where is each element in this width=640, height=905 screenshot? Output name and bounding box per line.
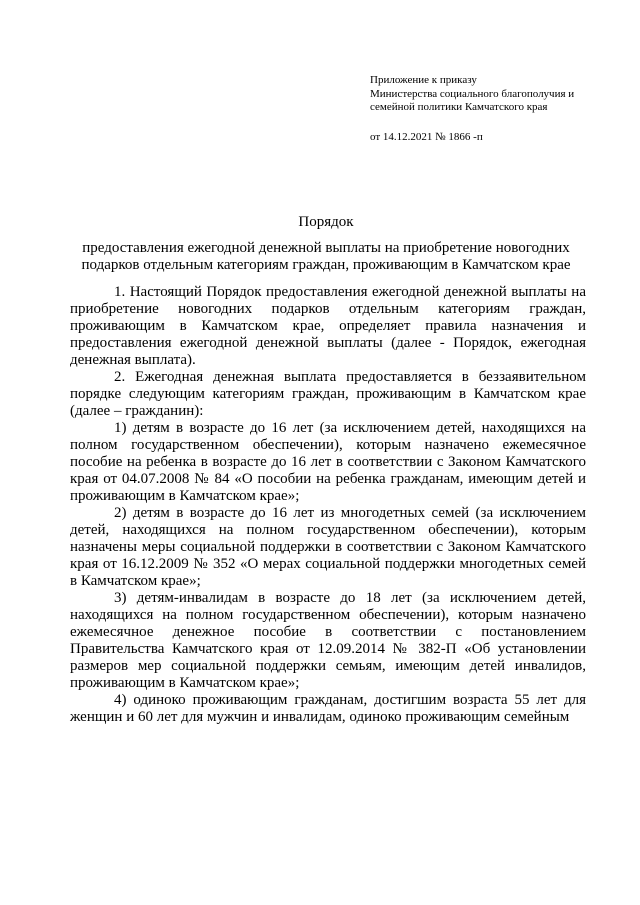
- paragraph-2: 2. Ежегодная денежная выплата предоставляется в беззаявительном порядке следующим категориям граждан, проживающим в Камчатском крае (далее – гражданин):: [70, 369, 586, 419]
- appendix-line-2: Министерства социального благополучия и: [370, 87, 575, 100]
- appendix-date: от 14.12.2021 № 1866 -п: [370, 130, 483, 143]
- appendix-line-1: Приложение к приказу: [370, 74, 477, 86]
- paragraph-1: 1. Настоящий Порядок предоставления ежегодной денежной выплаты на приобретение новогодних подарков отдельным категориям граждан, проживающим в Камчатском крае, определяет правила назначения и предоставления ежегодной денежной выплаты (далее - Порядок, ежегодная денежная выплата).: [70, 284, 586, 368]
- document-body: [70, 284, 586, 726]
- appendix-note: [370, 74, 610, 144]
- paragraph-item-4: 4) одиноко проживающим гражданам, достигшим возраста 55 лет для женщин и 60 лет для мужчин и инвалидам, одиноко проживающим семейным: [70, 692, 586, 725]
- document-subtitle: предоставления ежегодной денежной выплаты на приобретение новогодних подарков отдельным категориям граждан, проживающим в Камчатском крае: [81, 240, 571, 273]
- paragraph-item-3: 3) детям-инвалидам в возрасте до 18 лет (за исключением детей, находящихся на полном государственном обеспечении), которым назначено ежемесячное денежное пособие в соответствии с постановлением Правительства Камчатского края от 12.09.2014 № 382-П «Об установлении размеров мер социальной поддержки семьям, имеющим детей инвалидов, проживающим в Камчатском крае»;: [70, 590, 586, 691]
- document-title: Порядок: [298, 214, 354, 230]
- paragraph-item-2: 2) детям в возрасте до 16 лет из многодетных семей (за исключением детей, находящихся на полном государственном обеспечении), которым назначены меры социальной поддержки в соответствии с Законом Камчатского края от 16.12.2009 № 352 «О мерах социальной поддержки многодетных семей в Камчатском крае»;: [70, 505, 586, 589]
- appendix-line-3: семейной политики Камчатского края: [370, 101, 548, 113]
- paragraph-item-1: 1) детям в возрасте до 16 лет (за исключением детей, находящихся на полном государственном обеспечении), которым назначено ежемесячное пособие на ребенка в возрасте до 16 лет в соответствии с Законом Камчатского края от 04.07.2008 № 84 «О пособии на ребенка гражданам, имеющим детей и проживающим в Камчатском крае»;: [70, 420, 586, 504]
